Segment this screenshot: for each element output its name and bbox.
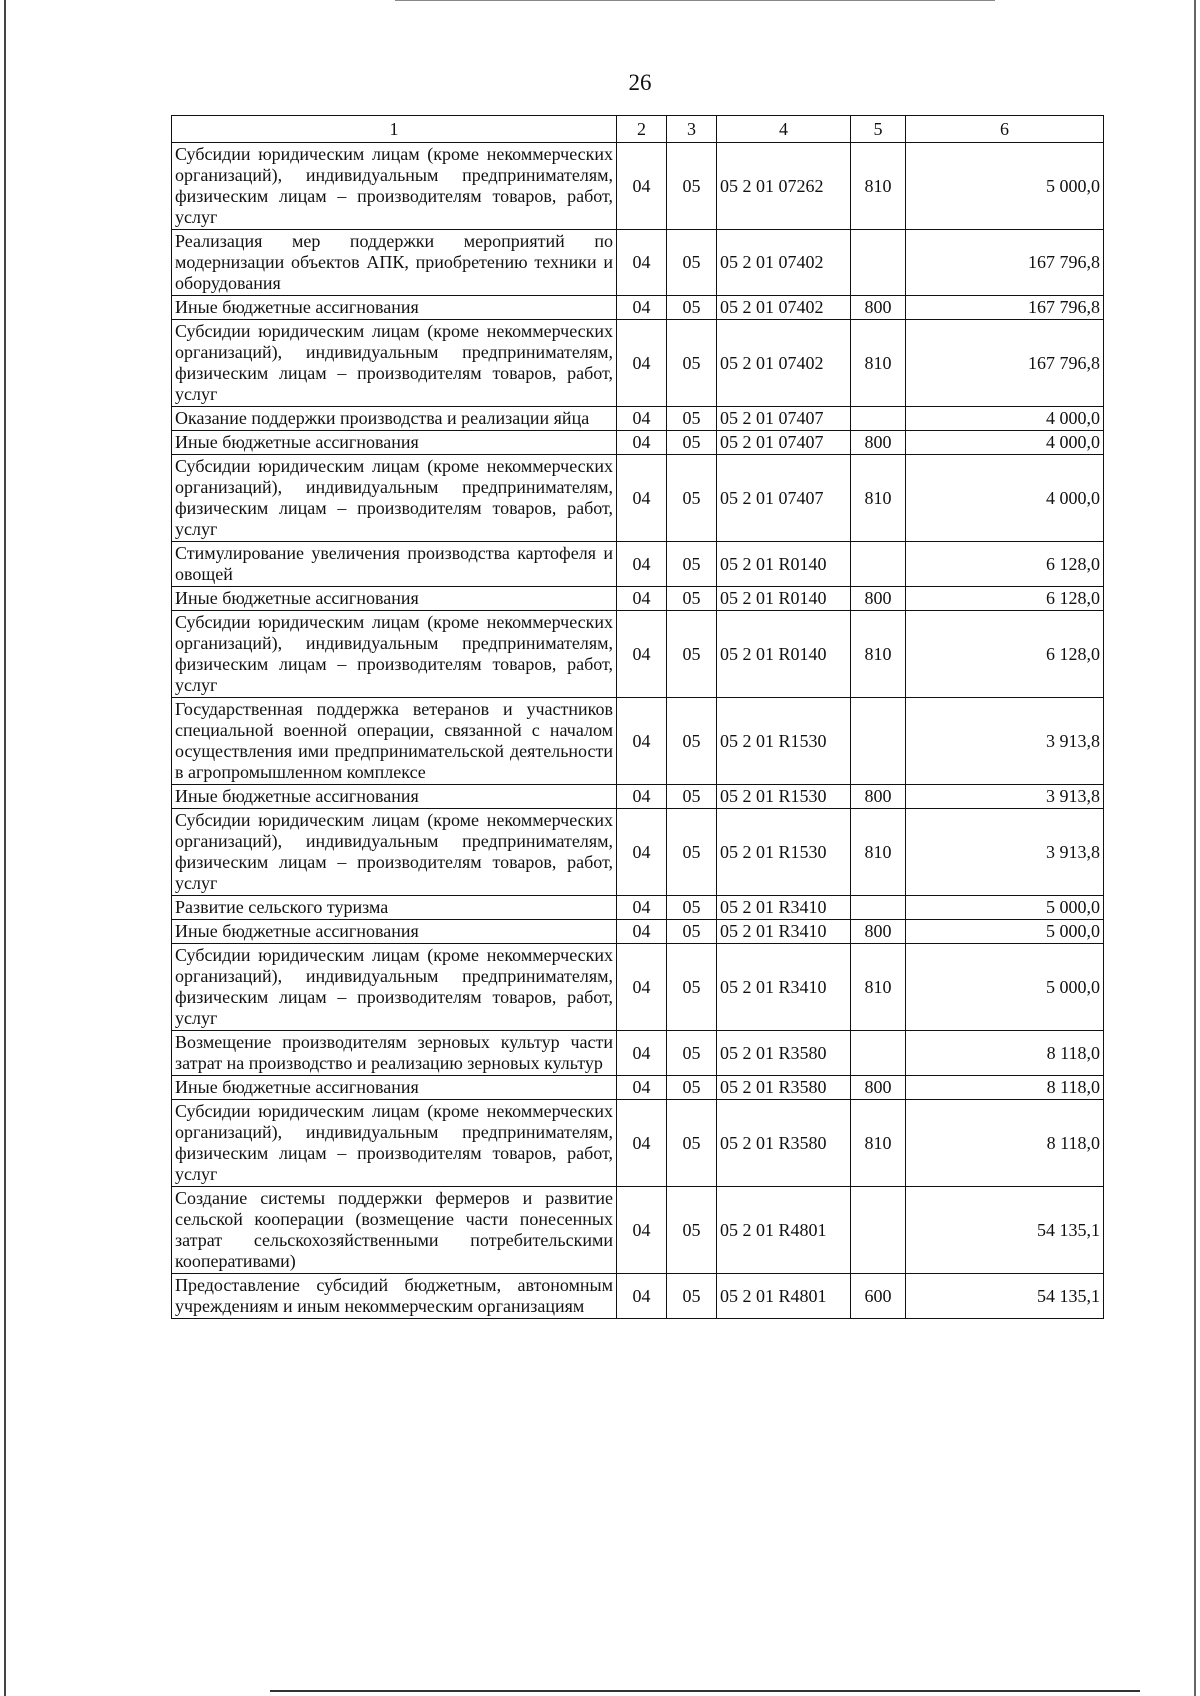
subsection-code: 05 [667, 143, 717, 230]
subsection-code: 05 [667, 1100, 717, 1187]
amount: 8 118,0 [906, 1031, 1104, 1076]
expense-type-code: 600 [851, 1274, 906, 1319]
target-article-code: 05 2 01 R4801 [717, 1187, 851, 1274]
expense-type-code [851, 407, 906, 431]
amount: 6 128,0 [906, 611, 1104, 698]
amount: 3 913,8 [906, 785, 1104, 809]
amount: 4 000,0 [906, 431, 1104, 455]
target-article-code: 05 2 01 07402 [717, 320, 851, 407]
scan-edge-left [4, 0, 6, 1696]
item-name: Создание системы поддержки фермеров и развитие сельской кооперации (возмещение части понесенных затрат сельскохозяйственными потребительскими кооперативами) [172, 1187, 617, 1274]
item-name: Иные бюджетные ассигнования [172, 1076, 617, 1100]
subsection-code: 05 [667, 944, 717, 1031]
subsection-code: 05 [667, 587, 717, 611]
target-article-code: 05 2 01 R3580 [717, 1100, 851, 1187]
table-row [172, 542, 1104, 587]
subsection-code: 05 [667, 407, 717, 431]
table-row [172, 230, 1104, 296]
subsection-code: 05 [667, 785, 717, 809]
budget-table [171, 115, 1104, 1319]
subsection-code: 05 [667, 455, 717, 542]
column-header-6: 6 [906, 116, 1104, 143]
section-code: 04 [617, 896, 667, 920]
expense-type-code: 810 [851, 143, 906, 230]
section-code: 04 [617, 230, 667, 296]
column-header-3: 3 [667, 116, 717, 143]
expense-type-code: 810 [851, 809, 906, 896]
target-article-code: 05 2 01 R1530 [717, 809, 851, 896]
table-row [172, 455, 1104, 542]
table-row [172, 320, 1104, 407]
amount: 8 118,0 [906, 1100, 1104, 1187]
amount: 54 135,1 [906, 1274, 1104, 1319]
amount: 167 796,8 [906, 230, 1104, 296]
subsection-code: 05 [667, 896, 717, 920]
table-row [172, 809, 1104, 896]
amount: 3 913,8 [906, 809, 1104, 896]
target-article-code: 05 2 01 07407 [717, 407, 851, 431]
table-row [172, 1274, 1104, 1319]
table-row [172, 1100, 1104, 1187]
target-article-code: 05 2 01 R3410 [717, 944, 851, 1031]
subsection-code: 05 [667, 698, 717, 785]
table-row [172, 611, 1104, 698]
amount: 6 128,0 [906, 587, 1104, 611]
table-header-row [172, 116, 1104, 143]
amount: 5 000,0 [906, 944, 1104, 1031]
table-row [172, 920, 1104, 944]
scan-edge-top [395, 0, 995, 1]
target-article-code: 05 2 01 07407 [717, 455, 851, 542]
section-code: 04 [617, 431, 667, 455]
section-code: 04 [617, 1100, 667, 1187]
subsection-code: 05 [667, 920, 717, 944]
column-header-5: 5 [851, 116, 906, 143]
scan-edge-bottom [270, 1690, 1140, 1692]
amount: 6 128,0 [906, 542, 1104, 587]
item-name: Оказание поддержки производства и реализации яйца [172, 407, 617, 431]
amount: 4 000,0 [906, 407, 1104, 431]
section-code: 04 [617, 296, 667, 320]
amount: 8 118,0 [906, 1076, 1104, 1100]
subsection-code: 05 [667, 296, 717, 320]
item-name: Предоставление субсидий бюджетным, автономным учреждениям и иным некоммерческим организациям [172, 1274, 617, 1319]
column-header-1: 1 [172, 116, 617, 143]
table-row [172, 698, 1104, 785]
item-name: Субсидии юридическим лицам (кроме некоммерческих организаций), индивидуальным предпринимателям, физическим лицам – производителям товаров, работ, услуг [172, 143, 617, 230]
expense-type-code [851, 1031, 906, 1076]
expense-type-code: 800 [851, 920, 906, 944]
table-row [172, 1031, 1104, 1076]
table-row [172, 431, 1104, 455]
target-article-code: 05 2 01 R3580 [717, 1031, 851, 1076]
amount: 167 796,8 [906, 296, 1104, 320]
section-code: 04 [617, 698, 667, 785]
item-name: Иные бюджетные ассигнования [172, 587, 617, 611]
section-code: 04 [617, 1187, 667, 1274]
subsection-code: 05 [667, 1274, 717, 1319]
table-row [172, 785, 1104, 809]
expense-type-code [851, 896, 906, 920]
column-header-4: 4 [717, 116, 851, 143]
table-row [172, 944, 1104, 1031]
expense-type-code [851, 1187, 906, 1274]
target-article-code: 05 2 01 R0140 [717, 587, 851, 611]
section-code: 04 [617, 587, 667, 611]
table-row [172, 143, 1104, 230]
item-name: Иные бюджетные ассигнования [172, 296, 617, 320]
subsection-code: 05 [667, 431, 717, 455]
item-name: Иные бюджетные ассигнования [172, 920, 617, 944]
section-code: 04 [617, 542, 667, 587]
item-name: Субсидии юридическим лицам (кроме некоммерческих организаций), индивидуальным предпринимателям, физическим лицам – производителям товаров, работ, услуг [172, 611, 617, 698]
target-article-code: 05 2 01 R1530 [717, 785, 851, 809]
amount: 4 000,0 [906, 455, 1104, 542]
section-code: 04 [617, 785, 667, 809]
expense-type-code: 800 [851, 296, 906, 320]
expense-type-code: 800 [851, 1076, 906, 1100]
section-code: 04 [617, 407, 667, 431]
subsection-code: 05 [667, 230, 717, 296]
expense-type-code: 810 [851, 944, 906, 1031]
item-name: Иные бюджетные ассигнования [172, 785, 617, 809]
item-name: Развитие сельского туризма [172, 896, 617, 920]
section-code: 04 [617, 1274, 667, 1319]
item-name: Реализация мер поддержки мероприятий по модернизации объектов АПК, приобретению техники и оборудования [172, 230, 617, 296]
table-row [172, 896, 1104, 920]
item-name: Возмещение производителям зерновых культур части затрат на производство и реализацию зерновых культур [172, 1031, 617, 1076]
budget-table-body [172, 116, 1104, 1319]
page-number: 26 [628, 70, 652, 95]
table-row [172, 296, 1104, 320]
amount: 5 000,0 [906, 143, 1104, 230]
amount: 5 000,0 [906, 896, 1104, 920]
expense-type-code [851, 542, 906, 587]
subsection-code: 05 [667, 320, 717, 407]
amount: 167 796,8 [906, 320, 1104, 407]
amount: 54 135,1 [906, 1187, 1104, 1274]
expense-type-code [851, 698, 906, 785]
table-row [172, 1076, 1104, 1100]
expense-type-code: 810 [851, 320, 906, 407]
item-name: Субсидии юридическим лицам (кроме некоммерческих организаций), индивидуальным предпринимателям, физическим лицам – производителям товаров, работ, услуг [172, 320, 617, 407]
target-article-code: 05 2 01 R0140 [717, 542, 851, 587]
subsection-code: 05 [667, 611, 717, 698]
expense-type-code: 800 [851, 431, 906, 455]
section-code: 04 [617, 320, 667, 407]
expense-type-code: 810 [851, 1100, 906, 1187]
target-article-code: 05 2 01 07262 [717, 143, 851, 230]
section-code: 04 [617, 1076, 667, 1100]
subsection-code: 05 [667, 809, 717, 896]
item-name: Иные бюджетные ассигнования [172, 431, 617, 455]
expense-type-code [851, 230, 906, 296]
target-article-code: 05 2 01 07402 [717, 230, 851, 296]
table-row [172, 407, 1104, 431]
section-code: 04 [617, 455, 667, 542]
expense-type-code: 800 [851, 785, 906, 809]
item-name: Государственная поддержка ветеранов и участников специальной военной операции, связанной с началом осуществления ими предпринимательской деятельности в агропромышленном комплексе [172, 698, 617, 785]
amount: 3 913,8 [906, 698, 1104, 785]
target-article-code: 05 2 01 R1530 [717, 698, 851, 785]
section-code: 04 [617, 1031, 667, 1076]
item-name: Стимулирование увеличения производства картофеля и овощей [172, 542, 617, 587]
subsection-code: 05 [667, 1187, 717, 1274]
item-name: Субсидии юридическим лицам (кроме некоммерческих организаций), индивидуальным предпринимателям, физическим лицам – производителям товаров, работ, услуг [172, 455, 617, 542]
item-name: Субсидии юридическим лицам (кроме некоммерческих организаций), индивидуальным предпринимателям, физическим лицам – производителям товаров, работ, услуг [172, 1100, 617, 1187]
section-code: 04 [617, 944, 667, 1031]
target-article-code: 05 2 01 R3410 [717, 896, 851, 920]
target-article-code: 05 2 01 07407 [717, 431, 851, 455]
subsection-code: 05 [667, 1031, 717, 1076]
target-article-code: 05 2 01 R3410 [717, 920, 851, 944]
section-code: 04 [617, 611, 667, 698]
target-article-code: 05 2 01 R4801 [717, 1274, 851, 1319]
table-row [172, 1187, 1104, 1274]
target-article-code: 05 2 01 R3580 [717, 1076, 851, 1100]
target-article-code: 05 2 01 07402 [717, 296, 851, 320]
target-article-code: 05 2 01 R0140 [717, 611, 851, 698]
column-header-2: 2 [617, 116, 667, 143]
amount: 5 000,0 [906, 920, 1104, 944]
section-code: 04 [617, 920, 667, 944]
table-row [172, 587, 1104, 611]
section-code: 04 [617, 809, 667, 896]
expense-type-code: 800 [851, 587, 906, 611]
subsection-code: 05 [667, 542, 717, 587]
section-code: 04 [617, 143, 667, 230]
expense-type-code: 810 [851, 611, 906, 698]
item-name: Субсидии юридическим лицам (кроме некоммерческих организаций), индивидуальным предпринимателям, физическим лицам – производителям товаров, работ, услуг [172, 944, 617, 1031]
item-name: Субсидии юридическим лицам (кроме некоммерческих организаций), индивидуальным предпринимателям, физическим лицам – производителям товаров, работ, услуг [172, 809, 617, 896]
expense-type-code: 810 [851, 455, 906, 542]
subsection-code: 05 [667, 1076, 717, 1100]
scan-edge-right [1194, 0, 1196, 1696]
